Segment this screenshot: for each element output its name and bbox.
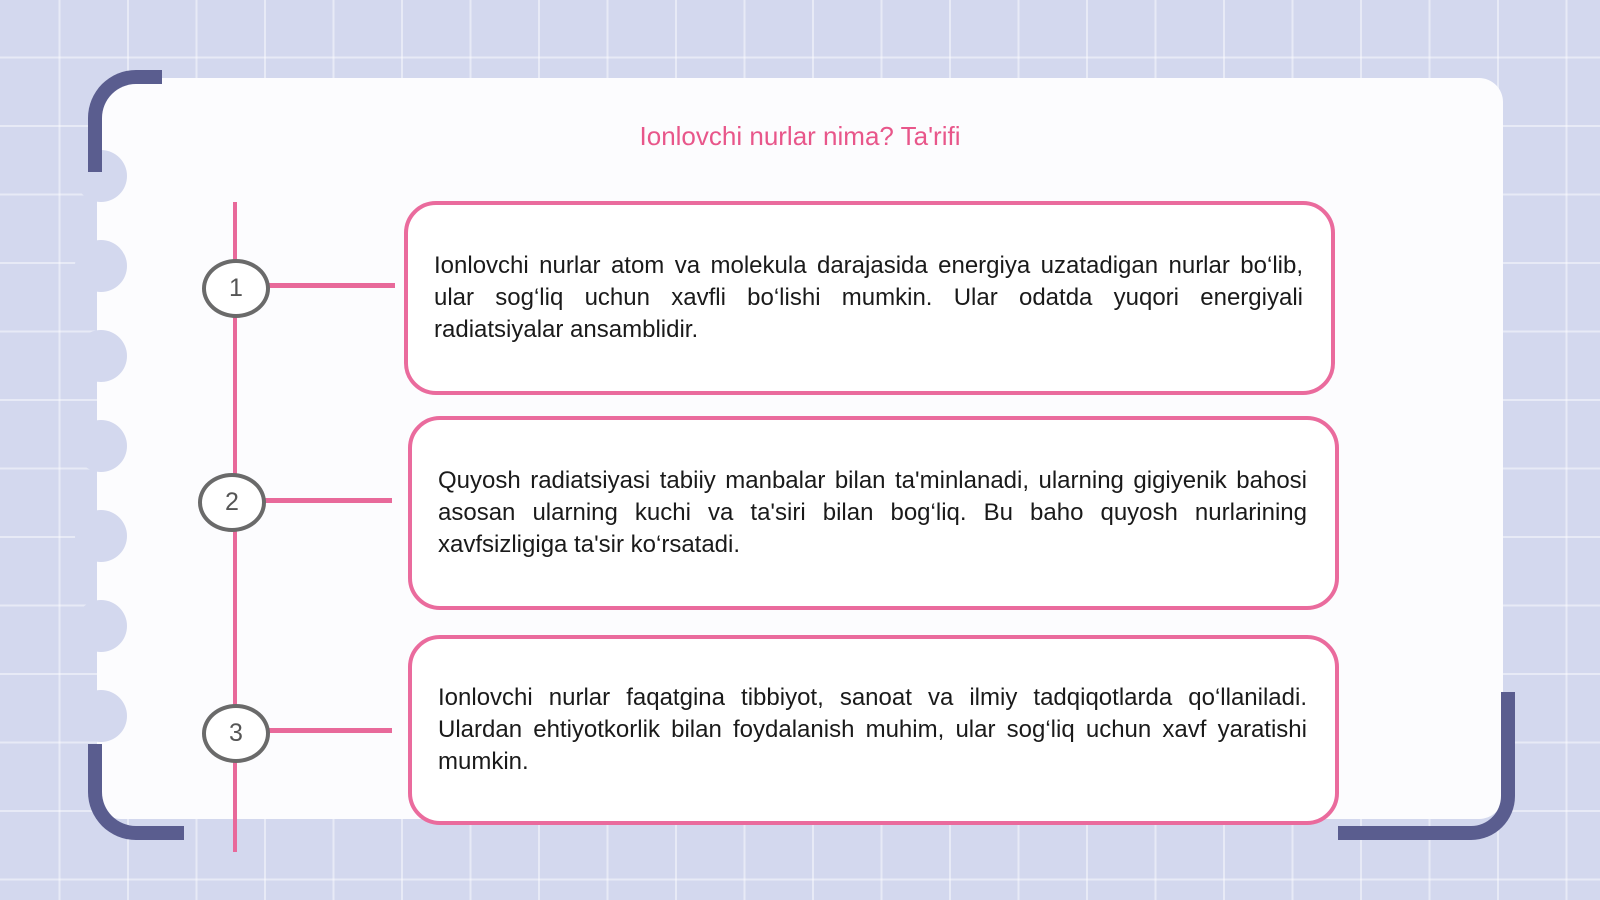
page-title: Ionlovchi nurlar nima? Ta'rifi bbox=[639, 121, 961, 151]
step-number-2: 2 bbox=[198, 473, 266, 532]
notebook-hole bbox=[75, 240, 127, 292]
step-number-3: 3 bbox=[202, 704, 270, 763]
timeline-connector bbox=[262, 498, 392, 503]
text-box-1-text: Ionlovchi nurlar atom va molekula darajasida energiya uzatadigan nurlar bo‘lib, ular sog‘liq uchun xavfli bo‘lishi mumkin. Ular odatda yuqori energiyali radiatsiyalar ansamblidir. bbox=[434, 252, 1303, 343]
notebook-hole bbox=[75, 600, 127, 652]
notebook-hole bbox=[75, 690, 127, 742]
timeline-connector bbox=[265, 728, 392, 733]
text-box-2-text: Quyosh radiatsiyasi tabiiy manbalar bilan ta'minlanadi, ularning gigiyenik bahosi asosan ularning kuchi va ta'siri bilan bog‘liq. Bu baho quyosh nurlarining xavfsizligiga ta'sir ko‘rsatadi. bbox=[438, 467, 1307, 558]
corner-bracket-bottom-right bbox=[1338, 692, 1515, 840]
text-box-3-text: Ionlovchi nurlar faqatgina tibbiyot, sanoat va ilmiy tadqiqotlarda qo‘llaniladi. Ulardan ehtiyotkorlik bilan foydalanish muhim, ular sog‘liq uchun xavf yaratishi mumkin. bbox=[438, 684, 1307, 775]
notebook-hole bbox=[75, 420, 127, 472]
text-box-2 bbox=[408, 416, 1339, 610]
text-box-1 bbox=[404, 201, 1335, 395]
notebook-hole bbox=[75, 510, 127, 562]
corner-bracket-bottom-left bbox=[88, 744, 184, 840]
text-box-3 bbox=[408, 635, 1339, 825]
notebook-hole bbox=[75, 330, 127, 382]
timeline-connector bbox=[265, 283, 395, 288]
step-number-1: 1 bbox=[202, 259, 270, 318]
